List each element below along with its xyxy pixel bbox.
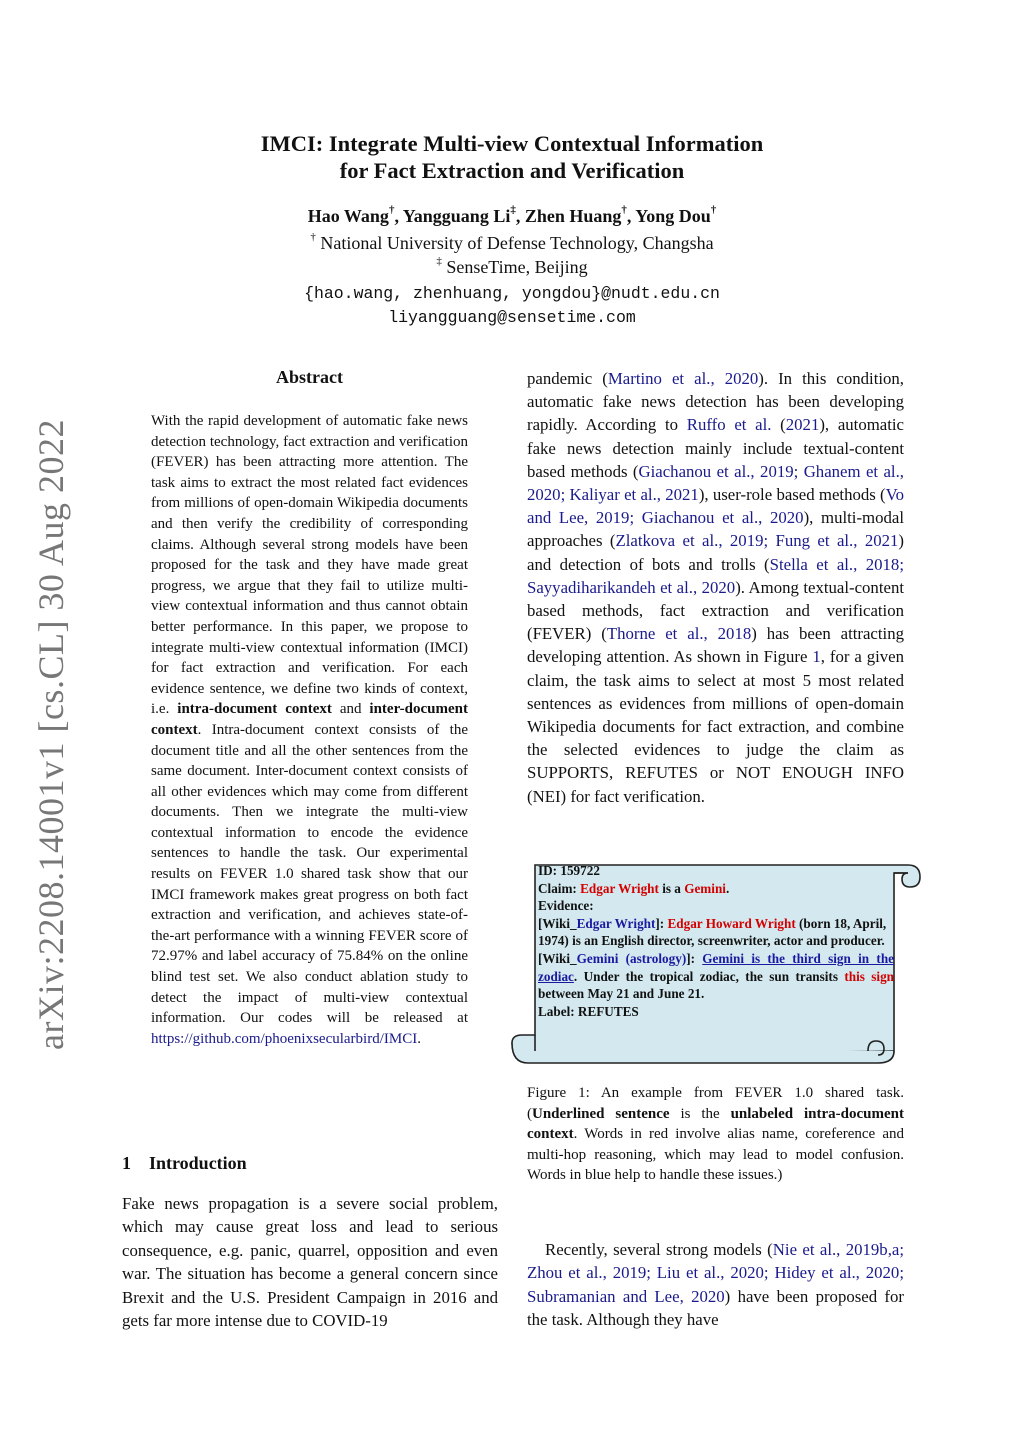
abstract-heading: Abstract (276, 367, 343, 387)
fig-red: Edgar Howard Wright (667, 915, 796, 931)
body-text: ), multi-modal approaches ( (527, 508, 904, 551)
caption-bold: unlabeled intra-document context (527, 1105, 904, 1143)
fig-red: Gemini (684, 880, 726, 896)
body-text: pandemic ( (527, 369, 608, 388)
citation-link[interactable]: Giachanou et al., 2019; Ghanem et al., 2020; Kaliyar et al., 2021 (527, 461, 904, 505)
author-1: Hao Wang (307, 206, 389, 226)
affiliation-2-text: SenseTime, Beijing (446, 257, 588, 277)
affil-mark: † (710, 204, 717, 216)
abstract-text: and (331, 701, 370, 718)
fig-red: Edgar Wright (580, 880, 659, 896)
citation-link[interactable]: 2021 (785, 415, 820, 435)
affiliation-1-text: National University of Defense Technology, Changsha (320, 233, 714, 253)
body-text: ) and detection of bots and trolls ( (527, 531, 904, 574)
fig-label: Label: REFUTES (538, 1003, 639, 1019)
term-inter: inter-document context (151, 701, 469, 738)
term-intra: intra-document context (177, 701, 332, 718)
fig-text: is a (658, 880, 685, 896)
fig-red: this sign (844, 968, 894, 984)
section-heading: 1 Introduction (122, 1153, 247, 1173)
figure-example-text (538, 862, 894, 1020)
body-text: Recently, several strong models ( (545, 1240, 773, 1259)
fig-evidence-label: Evidence: (538, 898, 594, 914)
fig-blue: Gemini (astrology) (576, 950, 687, 966)
citation-link[interactable]: Stella et al., 2018; Sayyadiharikandeh et al., 2020 (527, 554, 904, 597)
email-line-2: liyangguang@sensetime.com (388, 308, 636, 327)
citation-link[interactable]: Vo and Lee, 2019; Giachanou et al., 2020 (527, 485, 905, 528)
fig-underlined: Gemini is the third sign in the zodiac (538, 950, 895, 984)
fig-claim (538, 880, 894, 898)
arxiv-identifier: arXiv:2208.14001v1 [cs.CL] 30 Aug 2022 (31, 419, 71, 1050)
fig-text: (born 18, April, 1974) is an English director, screenwriter, actor and producer. (538, 915, 887, 949)
email-line-1: {hao.wang, zhenhuang, yongdou}@nudt.edu.cn (304, 284, 720, 303)
author-list (0, 206, 1024, 227)
github-link[interactable]: https://github.com/phoenixsecularbird/IMCI (151, 1030, 418, 1047)
sep: , (515, 206, 525, 226)
citation-link[interactable]: Ruffo et al. (686, 415, 772, 435)
author-3: Zhen Huang (524, 206, 622, 226)
fig-text: . (725, 880, 730, 896)
affiliation-1 (0, 233, 1024, 254)
abstract-body (151, 411, 468, 1049)
body-text: ) has been attracting developing attention. As shown in Figure (527, 624, 904, 667)
fig-blue: Edgar Wright (576, 915, 656, 931)
abstract-text: With the rapid development of automatic fake news detection technology, fact extraction and verification (FEVER) has been attracting more attention. The task aims to extract the most related fact evidences from millions of open-domain Wikipedia documents and then verify the credibility of corresponding claims. Although several strong models have been proposed for the task and they have made great progress, we argue that they fail to utilize multi-view contextual information and thus cannot obtain better performance. In this paper, we propose to integrate multi-view contextual information (IMCI) for fact extraction and verification. For each evidence sentence, we define two kinds of context, i.e. (151, 413, 468, 718)
citation-link[interactable]: Zlatkova et al., 2019; Fung et al., 2021 (615, 531, 899, 551)
affiliation-2 (0, 257, 1024, 278)
affil-mark: † (388, 204, 395, 216)
affil-mark: ‡ (436, 255, 442, 267)
fig-text: . Under the tropical zodiac, the sun transits (573, 968, 845, 984)
figure-ref-link[interactable]: 1 (812, 647, 821, 667)
fig-id: ID: 159722 (538, 863, 600, 878)
body-text: ) have been proposed for the task. Although they have (527, 1286, 904, 1330)
body-text: ). Among textual-content based methods, fact extraction and verification (FEVER) ( (527, 577, 904, 644)
paper-title (0, 130, 1024, 184)
fig-evidence-1 (538, 915, 894, 950)
author-2: Yangguang Li (402, 206, 511, 226)
citation-link[interactable]: Thorne et al., 2018 (606, 624, 752, 644)
affil-mark: † (621, 204, 627, 216)
affil-mark: ‡ (510, 204, 516, 216)
body-text: ), automatic fake news detection mainly include textual-content based methods ( (527, 415, 904, 481)
fig-text: between May 21 and June 21. (538, 986, 705, 1002)
sep: , (394, 206, 403, 226)
fig-text: Claim: (538, 880, 581, 896)
abstract-text: . (417, 1030, 421, 1047)
caption-text: Figure 1: An example from FEVER 1.0 shared task. ( (527, 1085, 904, 1122)
title-line-1: IMCI: Integrate Multi-view Contextual Information (260, 131, 764, 156)
right-column-paragraph (527, 367, 904, 808)
caption-bold: Underlined sentence (532, 1105, 670, 1122)
fig-text: ]: (686, 950, 703, 966)
body-text: , for a given claim, the task aims to select at most 5 most related sentences as evidences from millions of open-domain Wikipedia documents for fact extraction, and combine the selected evidences to judge the claim as SUPPORTS, REFUTES or NOT ENOUGH INFO (NEI) for fact verification. (527, 647, 904, 806)
fig-evidence-2 (538, 950, 894, 1003)
caption-text: . Words in red involve alias name, coreference and multi-hop reasoning, which may lead to model confusion. Words in blue help to handle these issues.) (527, 1126, 904, 1184)
intro-paragraph: Fake news propagation is a severe social problem, which may cause great loss and lead to serious consequence, e.g. panic, quarrel, opposition and even war. The situation has become a general concern since Brexit and the U.S. President Campaign in 2016 and gets far more intense due to COVID-19 (122, 1194, 498, 1331)
figure-caption (527, 1083, 904, 1186)
caption-text: is the (669, 1105, 731, 1122)
body-text: ). In this condition, automatic fake news detection has been developing rapidly. According to (527, 369, 904, 435)
affil-mark: † (310, 231, 316, 243)
body-text: ), user-role based methods ( (698, 485, 886, 505)
recently-paragraph (527, 1238, 904, 1332)
sep: , (626, 206, 636, 226)
citation-link[interactable]: Martino et al., 2020 (607, 369, 759, 388)
abstract-text: . Intra-document context consists of the document title and all the other sentences from the same document. Inter-document context consists of all other evidences which may come from different documents. Then we integrate the multi-view contextual information to encode the evidence sentences to handle the task. Our experimental results on FEVER 1.0 shared task show that our IMCI framework makes great progress on both fact extraction and verification, and achieves state-of-the-art performance with a winning FEVER score of 72.97% and label accuracy of 75.84% on the online blind test set. We also conduct ablation study to detect the impact of multi-view contextual information. Our codes will be released at (151, 721, 468, 1027)
fig-text: [Wiki_ (538, 915, 577, 931)
body-text: ( (771, 415, 786, 435)
title-line-2: for Fact Extraction and Verification (339, 158, 685, 183)
fig-text: [Wiki_ (538, 950, 577, 966)
citation-link[interactable]: Nie et al., 2019b,a; Zhou et al., 2019; Liu et al., 2020; Hidey et al., 2020; Subramanian and Lee, 2020 (527, 1240, 904, 1306)
fig-text: ]: (655, 915, 668, 931)
author-4: Yong Dou (635, 206, 711, 226)
